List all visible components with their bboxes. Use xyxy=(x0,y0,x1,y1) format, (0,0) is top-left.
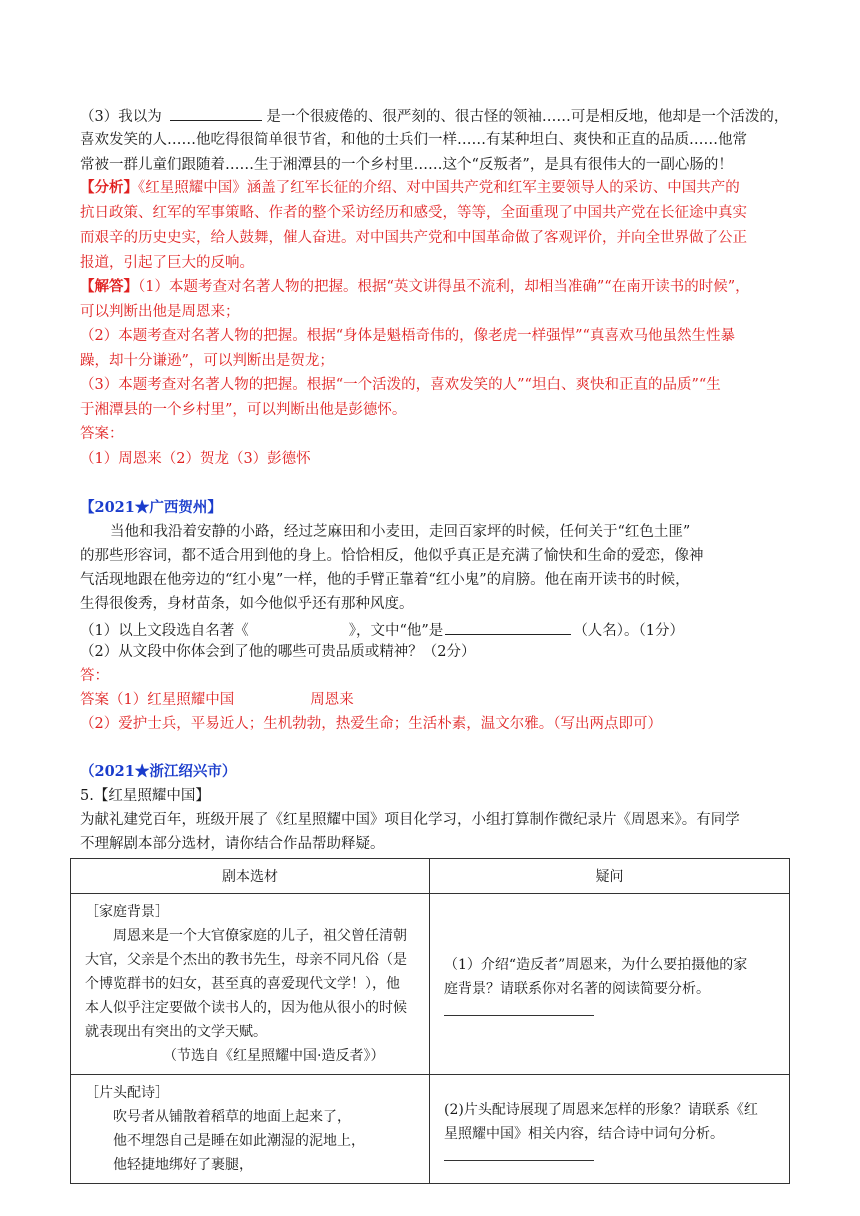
passage-line-1: 当他和我沿着安静的小路，经过芝麻田和小麦田，走回百家坪的时候，任何关于“红色土匪” xyxy=(110,524,691,540)
question-1 xyxy=(80,618,684,641)
answer-2-book: 答案（1）红星照耀中国 xyxy=(80,692,235,708)
question-1-part-c: （人名）。（1分） xyxy=(573,623,685,639)
row2-question-line-2: 星照耀中国》相关内容，结合诗中词句分析。 xyxy=(444,1125,724,1142)
answer-2-line-2: （2）爱护士兵，平易近人；生机勃勃，热爱生命；生活朴素，温文尔雅。（写出两点即可） xyxy=(80,716,662,732)
solution-line-1 xyxy=(80,277,750,297)
q3-line-3: 常被一群儿童们跟随着……生于湘潭县的一个乡村里……这个“反叛者”，是具有很伟大的一副心肠的！ xyxy=(80,157,733,173)
row1-tag: ［家庭背景］ xyxy=(85,904,169,920)
analysis-text-1: 《红星照耀中国》涵盖了红军长征的介绍、对中国共产党和红军主要领导人的采访、中国共产的 xyxy=(138,180,740,196)
solution-line-3: （2）本题考查对名著人物的把握。根据“身体是魁梧奇伟的，像老虎一样强悍”“真喜欢马他虽然生性暴 xyxy=(80,328,735,344)
passage-line-4: 生得很俊秀，身材苗条，如今他似乎还有那种风度。 xyxy=(80,596,414,612)
question-1-part-a: （1）以上文段选自名著《 xyxy=(80,623,249,639)
row2-tag: ［片头配诗］ xyxy=(85,1085,169,1101)
table-row xyxy=(71,894,790,1075)
row1-question xyxy=(430,894,790,1075)
answer-2-line-1 xyxy=(80,690,354,710)
row1-answer-line[interactable] xyxy=(444,1015,594,1016)
row2-question-line-1: (2)片头配诗展现了周恩来怎样的形象？请联系《红 xyxy=(444,1101,758,1118)
section-heading-shaoxing: （2021★浙江绍兴市） xyxy=(80,763,237,780)
script-table xyxy=(70,858,790,1184)
q3-text-1: 是一个很疲倦的、很严刻的、很古怪的领袖……可是相反地，他却是一个活泼的， xyxy=(266,109,789,125)
row2-question xyxy=(430,1075,790,1184)
row1-line-5: 就表现出有突出的文学天赋。 xyxy=(85,1024,267,1040)
row2-line-2: 他不埋怨自己是睡在如此潮湿的泥地上， xyxy=(113,1133,365,1149)
row1-question-line-1: （1）介绍“造反者”周恩来，为什么要拍摄他的家 xyxy=(444,956,748,973)
analysis-line-2: 抗日政策、红军的军事策略、作者的整个采访经历和感受，等等，全面重现了中国共产党在长征途中真实 xyxy=(80,205,747,221)
analysis-line-3: 而艰辛的历史史实，给人鼓舞，催人奋进。对中国共产党和中国革命做了客观评价，并向全世界做了公正 xyxy=(80,230,747,246)
solution-line-5: （3）本题考查对名著人物的把握。根据“一个活泼的，喜欢发笑的人”“坦白、爽快和正直的品质”“生 xyxy=(80,377,721,393)
row1-source: （节选自《红星照耀中国·造反者》） xyxy=(163,1048,385,1064)
passage-line-3: 气活现地跟在他旁边的“红小鬼”一样，他的手臂正靠着“红小鬼”的肩膀。他在南开读书的时候， xyxy=(80,572,690,588)
answer-label-2: 答： xyxy=(80,668,109,684)
q3-line-2: 喜欢发笑的人……他吃得很简单很节省，和他的士兵们一样……有某种坦白、爽快和正直的品质……他常 xyxy=(80,132,747,148)
row1-line-1: 周恩来是一个大官僚家庭的儿子，祖父曾任清朝 xyxy=(113,928,407,944)
header-script-material: 剧本选材 xyxy=(71,859,430,894)
header-question: 疑问 xyxy=(430,859,790,894)
table-header-row xyxy=(71,859,790,894)
solution-line-6: 于湘潭县的一个乡村里”，可以判断出他是彭德怀。 xyxy=(80,402,407,418)
answer-label: 答案： xyxy=(80,426,124,442)
analysis-line-4: 报道，引起了巨大的反响。 xyxy=(80,255,254,271)
table-row xyxy=(71,1075,790,1184)
analysis-line-1 xyxy=(80,178,740,198)
row1-question-line-2: 庭背景？请联系你对名著的阅读简要分析。 xyxy=(444,980,710,997)
solution-line-4: 躁，却十分谦逊”，可以判断出是贺龙； xyxy=(80,353,334,369)
solution-text-1: （1）本题考查对名著人物的把握。根据“英文讲得虽不流利，却相当准确”“在南开读书的时候”， xyxy=(138,279,750,295)
row2-line-1: 吹号者从铺散着稻草的地面上起来了， xyxy=(113,1109,351,1125)
question-2: （2）从文段中你体会到了他的哪些可贵品质或精神？（2分） xyxy=(80,644,476,660)
answer-2-person: 周恩来 xyxy=(310,692,354,708)
row2-line-3: 他轻捷地绑好了裹腿， xyxy=(113,1157,253,1173)
analysis-label: 【分析】 xyxy=(80,179,138,196)
row1-material xyxy=(71,894,430,1075)
answer-blank[interactable] xyxy=(170,104,262,121)
intro-line-2: 不理解剧本部分选材，请你结合作品帮助释疑。 xyxy=(80,836,385,852)
q3-line-1 xyxy=(80,104,788,127)
row1-line-4: 本人似乎注定要做个读书人的，因为他从很小的时候 xyxy=(85,1000,407,1016)
intro-line-1: 为献礼建党百年，班级开展了《红星照耀中国》项目化学习，小组打算制作微纪录片《周恩来》。有同学 xyxy=(80,812,740,828)
row1-line-2: 大官，父亲是个杰出的教书先生，母亲不同凡俗（是 xyxy=(85,952,407,968)
person-name-blank[interactable] xyxy=(445,618,571,635)
item-title: 5.【红星照耀中国】 xyxy=(80,788,210,804)
answer-text: （1）周恩来（2）贺龙（3）彭德怀 xyxy=(80,451,311,467)
row2-material xyxy=(71,1075,430,1184)
q3-prefix: （3）我以为 xyxy=(80,109,162,125)
solution-label: 【解答】 xyxy=(80,278,138,295)
question-1-part-b: 》，文中“他”是 xyxy=(348,623,444,639)
section-heading-hezhou: 【2021★广西贺州】 xyxy=(80,499,222,516)
row2-answer-line[interactable] xyxy=(444,1160,594,1161)
solution-line-2: 可以判断出他是周恩来； xyxy=(80,304,240,320)
row1-line-3: 个博览群书的妇女，甚至真的喜爱现代文学！），他 xyxy=(85,976,400,992)
passage-line-2: 的那些形容词，都不适合用到他的身上。恰恰相反，他似乎真正是充满了愉快和生命的爱恋，像神 xyxy=(80,548,704,564)
